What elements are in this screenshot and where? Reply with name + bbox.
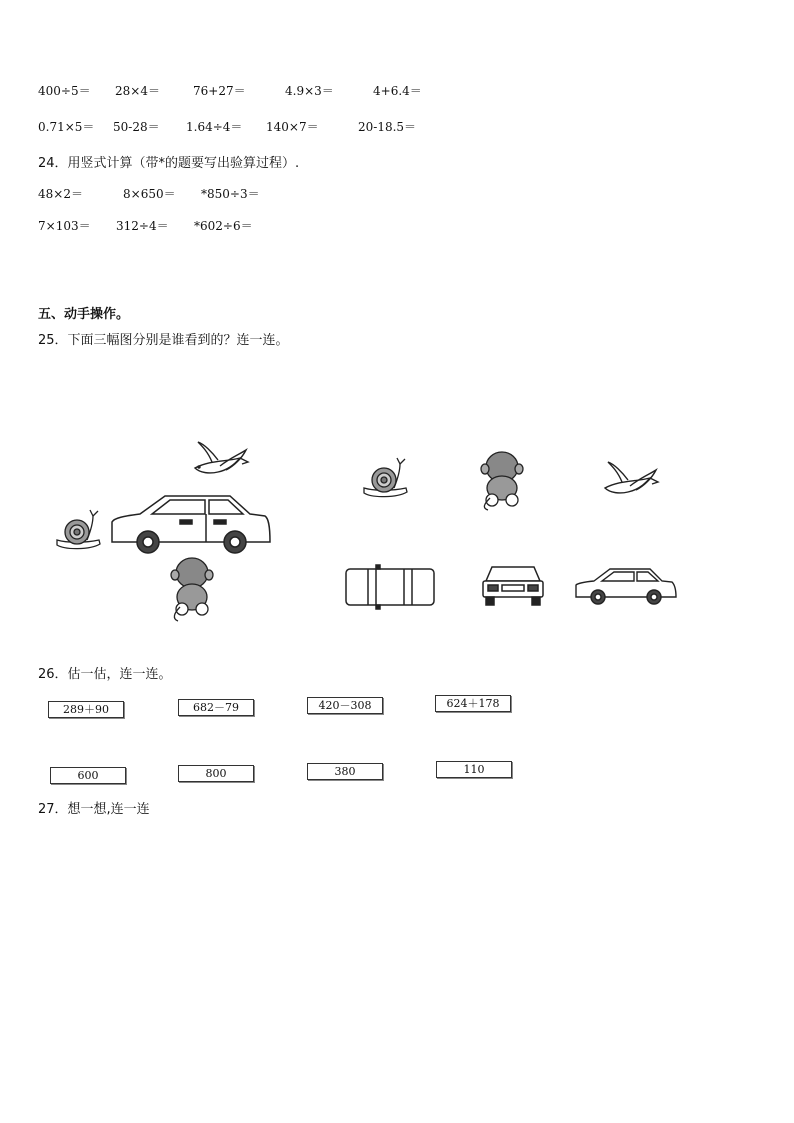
calc-item: 50-28＝ (113, 120, 160, 134)
question-25-title: 25．下面三幅图分别是谁看到的？连一连。 (38, 333, 289, 348)
expression-box[interactable]: 420－308 (307, 697, 383, 714)
question-24-title: 24．用竖式计算（带*的题要写出验算过程）. (38, 156, 300, 171)
car-side-view-icon (112, 496, 270, 553)
monkey-icon (171, 558, 213, 621)
snail-icon (57, 510, 100, 549)
calc-item: 312÷4＝ (116, 219, 169, 233)
scene-illustration (50, 435, 290, 625)
car-top-view-icon (342, 565, 438, 611)
question-26-title: 26．估一估，连一连。 (38, 667, 172, 682)
expression-box[interactable]: 624＋178 (435, 695, 511, 712)
calc-item: 4.9×3＝ (285, 84, 334, 98)
calc-item: 1.64÷4＝ (186, 120, 243, 134)
calc-item: 4+6.4＝ (373, 84, 422, 98)
question-27-title: 27．想一想,连一连 (38, 802, 150, 817)
calc-item: 76+27＝ (193, 84, 246, 98)
car-side-small-icon (574, 565, 678, 609)
calc-item: 7×103＝ (38, 219, 91, 233)
expression-box[interactable]: 289＋90 (48, 701, 124, 718)
calc-item: 8×650＝ (123, 187, 176, 201)
observer-monkey-icon (480, 450, 526, 512)
calc-item: 20-18.5＝ (358, 120, 417, 134)
answer-box[interactable]: 110 (436, 761, 512, 778)
answer-box[interactable]: 380 (307, 763, 383, 780)
expression-box[interactable]: 682－79 (178, 699, 254, 716)
calc-item: 48×2＝ (38, 187, 83, 201)
calc-item: 0.71×5＝ (38, 120, 95, 134)
calc-item: 400÷5＝ (38, 84, 91, 98)
answer-box[interactable]: 600 (50, 767, 126, 784)
answer-box[interactable]: 800 (178, 765, 254, 782)
calc-item: *850÷3＝ (201, 187, 260, 201)
car-front-view-icon (480, 563, 546, 609)
calc-item: *602÷6＝ (194, 219, 253, 233)
observer-swallow-icon (600, 460, 662, 500)
observer-snail-icon (362, 458, 412, 502)
calc-item: 140×7＝ (266, 120, 319, 134)
calc-item: 28×4＝ (115, 84, 160, 98)
swallow-icon (195, 442, 248, 473)
section-5-heading: 五、动手操作。 (38, 307, 130, 322)
